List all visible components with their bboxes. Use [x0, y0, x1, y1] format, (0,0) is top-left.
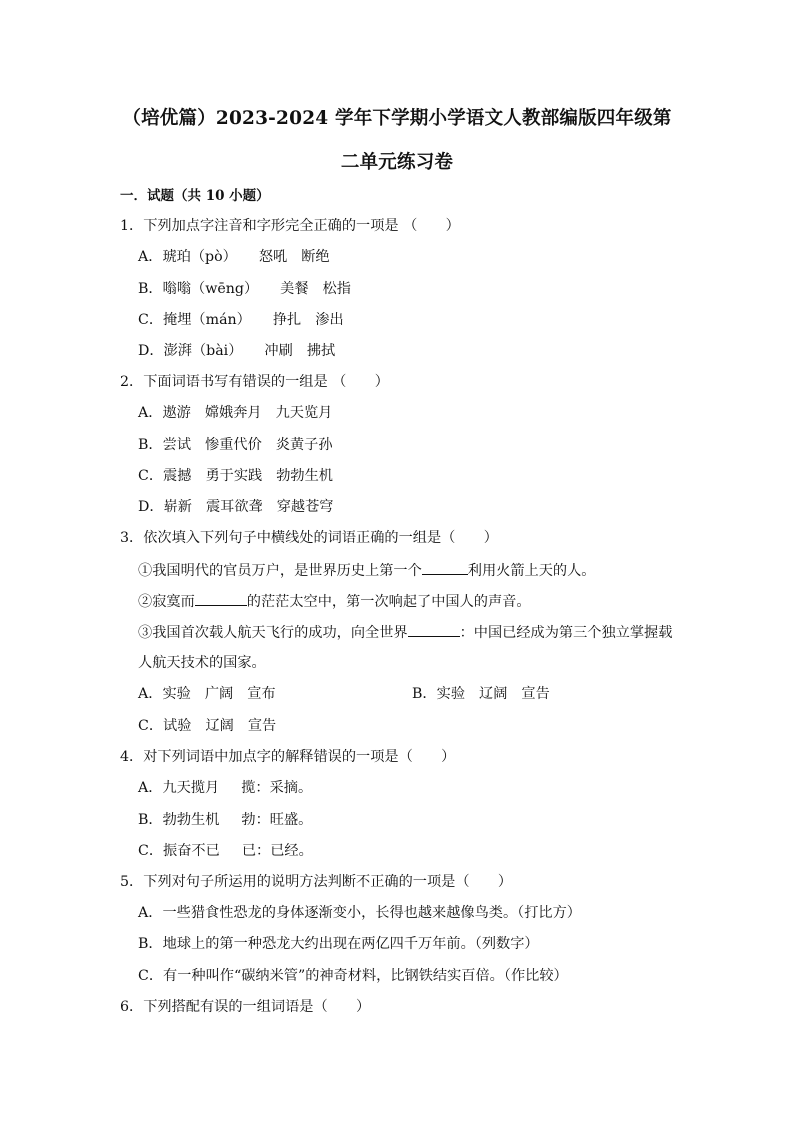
- question-1-option-b: B．嗡嗡（wēng） 美餐 松指: [138, 281, 351, 297]
- question-3-sentence-3-continued: 人航天技术的国家。: [138, 655, 266, 671]
- question-2-option-c: C．震撼 勇于实践 勃勃生机: [138, 468, 333, 484]
- fill-blank-2: [195, 591, 247, 606]
- section-heading: 一．试题（共 10 小题）: [120, 188, 270, 204]
- question-5-stem: 5．下列对句子所运用的说明方法判断不正确的一项是（ ）: [120, 874, 513, 890]
- question-2-option-a: A．遨游 嫦娥奔月 九天览月: [138, 405, 333, 421]
- fill-blank-1: [422, 560, 468, 575]
- question-4-option-a: A．九天揽月 揽：采摘。: [138, 780, 313, 796]
- question-4-option-b: B．勃勃生机 勃：旺盛。: [138, 812, 313, 828]
- question-2-stem: 2．下面词语书写有错误的一组是 （ ）: [120, 374, 389, 390]
- fill-blank-3: [408, 622, 460, 637]
- question-3-sentence-2: ②寂寞而 的茫茫太空中，第一次响起了中国人的声音。: [138, 591, 531, 612]
- page-title-line-2: 二单元练习卷: [340, 152, 454, 173]
- question-3-sentence-1: ①我国明代的官员万户，是世界历史上第一个 利用火箭上天的人。: [138, 560, 595, 581]
- question-1-option-c: C．掩埋（mán） 挣扎 渗出: [138, 312, 344, 328]
- question-2-option-d: D．崭新 震耳欲聋 穿越苍穹: [138, 499, 334, 515]
- question-5-option-b: B．地球上的第一种恐龙大约出现在两亿四千万年前。（列数字）: [138, 936, 539, 952]
- question-3-stem: 3．依次填入下列句子中横线处的词语正确的一组是（ ）: [120, 530, 498, 546]
- question-5-option-a: A．一些猎食性恐龙的身体逐渐变小，长得也越来越像鸟类。（打比方）: [138, 905, 581, 921]
- page-title-line-1: （培优篇）2023-2024 学年下学期小学语文人教部编版四年级第: [122, 108, 672, 129]
- question-3-option-c: C．试验 辽阔 宣告: [138, 718, 277, 734]
- question-3-option-b: B．实验 辽阔 宣告: [412, 686, 550, 702]
- question-1-option-a: A．琥珀（pò） 怒吼 断绝: [138, 249, 330, 265]
- question-5-option-c: C．有一种叫作“碳纳米管”的神奇材料，比钢铁结实百倍。（作比较）: [138, 968, 568, 984]
- question-4-stem: 4．对下列词语中加点字的解释错误的一项是（ ）: [120, 749, 456, 765]
- question-3-option-a: A．实验 广阔 宣布: [138, 686, 276, 702]
- question-6-stem: 6．下列搭配有误的一组词语是（ ）: [120, 999, 371, 1015]
- question-2-option-b: B．尝试 惨重代价 炎黄子孙: [138, 437, 333, 453]
- question-3-sentence-3: ③我国首次载人航天飞行的成功，向全世界 ：中国已经成为第三个独立掌握载: [138, 622, 672, 643]
- question-1-stem: 1．下列加点字注音和字形完全正确的一项是 （ ）: [120, 218, 460, 234]
- question-4-option-c: C．振奋不已 已：已经。: [138, 843, 313, 859]
- question-1-option-d: D．澎湃（bài） 冲刷 拂拭: [138, 343, 336, 359]
